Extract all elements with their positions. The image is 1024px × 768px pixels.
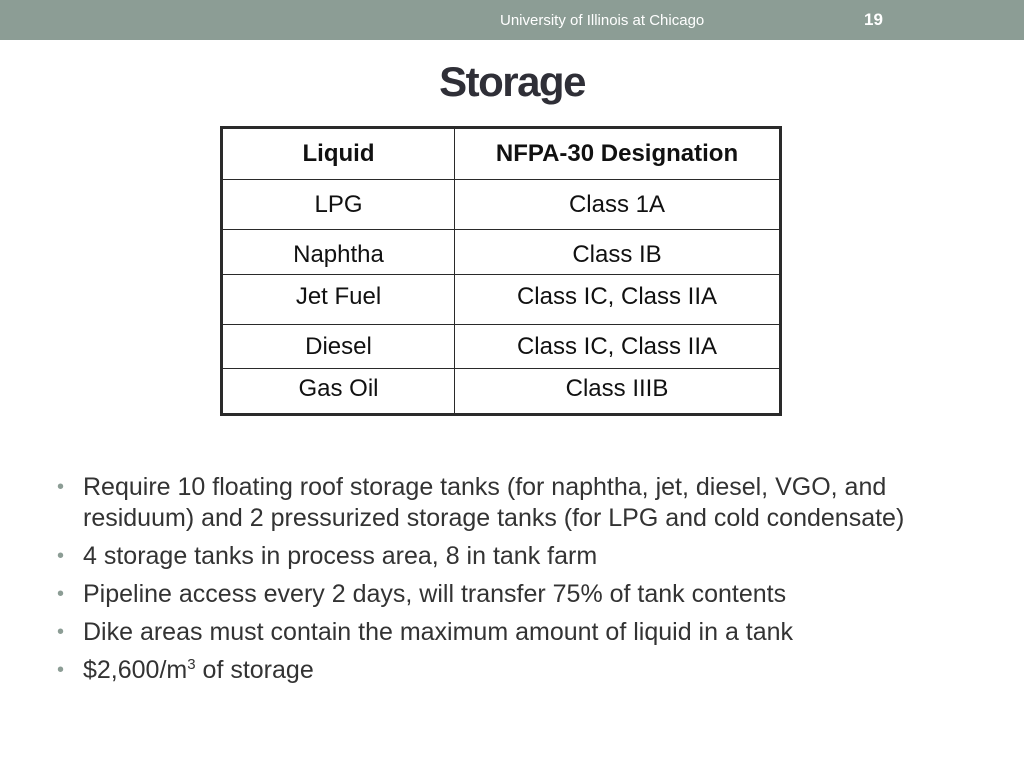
- slide-title: Storage: [439, 58, 585, 105]
- page-number: 19: [864, 10, 883, 29]
- bullet-text: Pipeline access every 2 days, will transfer 75% of tank contents: [83, 580, 787, 608]
- bullet-marker: •: [57, 545, 65, 567]
- bullet-text: 4 storage tanks in process area, 8 in tank farm: [83, 542, 598, 570]
- bullet-text: Require 10 floating roof storage tanks (for naphtha, jet, diesel, VGO, and residuum) and 2 pressurized storage tanks (for LPG and cold condensate): [83, 473, 905, 532]
- table-cell-liquid: Diesel: [222, 325, 455, 369]
- bullet-marker: •: [57, 476, 65, 498]
- table-cell-designation: Class 1A: [455, 180, 781, 230]
- table-cell-liquid: Naphtha: [222, 230, 455, 275]
- bullet-marker: •: [57, 659, 65, 681]
- table-cell-liquid: Jet Fuel: [222, 275, 455, 325]
- list-item: [57, 472, 957, 534]
- column-header-liquid: Liquid: [222, 128, 455, 180]
- table-row: [222, 369, 781, 415]
- table-cell-liquid: LPG: [222, 180, 455, 230]
- bullet-list: [57, 472, 957, 693]
- list-item: [57, 617, 957, 648]
- table-cell-designation: Class IB: [455, 230, 781, 275]
- table-row: [222, 230, 781, 275]
- table-header-row: [222, 128, 781, 180]
- cost-text: [83, 656, 314, 684]
- list-item: [57, 579, 957, 610]
- cost-prefix: $2,600/m: [83, 656, 188, 684]
- header-organization: University of Illinois at Chicago: [500, 12, 705, 29]
- list-item: [57, 655, 957, 686]
- cost-exponent: 3: [187, 656, 196, 673]
- table-row: [222, 325, 781, 369]
- table-row: [222, 275, 781, 325]
- list-item: [57, 541, 957, 572]
- cost-suffix: of storage: [195, 656, 314, 684]
- designation-table: [220, 126, 782, 416]
- table-cell-designation: Class IC, Class IIA: [455, 275, 781, 325]
- column-header-designation: NFPA-30 Designation: [455, 128, 781, 180]
- bullet-marker: •: [57, 621, 65, 643]
- bullet-text: Dike areas must contain the maximum amount of liquid in a tank: [83, 618, 794, 646]
- bullet-marker: •: [57, 583, 65, 605]
- table-row: [222, 180, 781, 230]
- table-cell-designation: Class IC, Class IIA: [455, 325, 781, 369]
- table-cell-liquid: Gas Oil: [222, 369, 455, 415]
- table-cell-designation: Class IIIB: [455, 369, 781, 415]
